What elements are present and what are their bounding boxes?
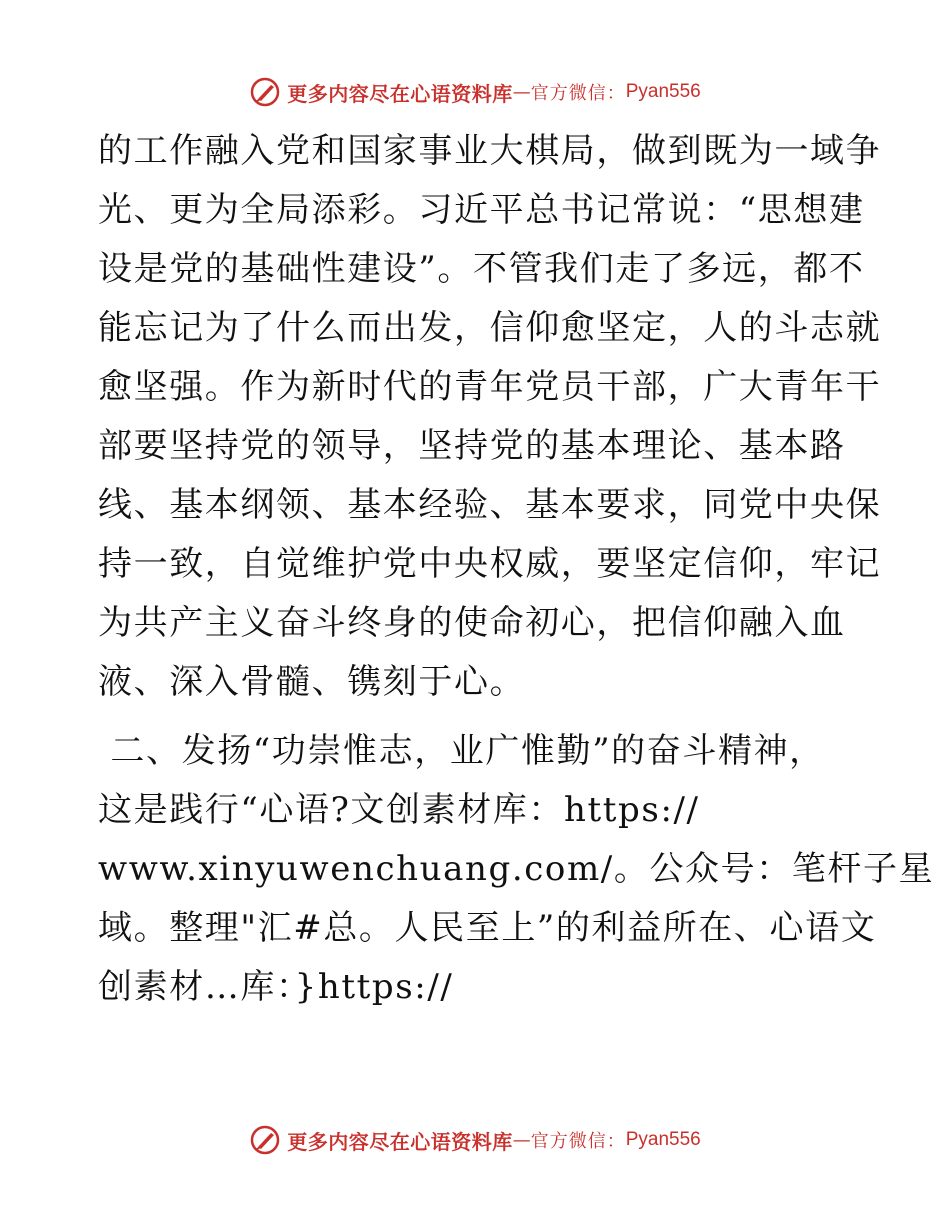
quill-circle-logo-icon [249,76,281,108]
text-line: 的工作融入党和国家事业大棋局，做到既为一域争 [98,131,882,171]
text-line: 为共产主义奋斗终身的使命初心，把信仰融入血 [98,603,846,643]
header-brand-text: 更多内容尽在心语资料库 [287,81,513,106]
header-wechat-id: Pyan556 [625,81,701,102]
header-banner [0,72,950,112]
text-line: 设是党的基础性建设”。不管我们走了多远，都不 [98,249,865,289]
text-line: 部要坚持党的领导，坚持党的基本理论、基本路 [98,426,846,466]
text-line: 持一致，自觉维护党中央权威，要坚定信仰，牢记 [98,544,882,584]
document-body [98,122,935,1017]
paragraph-2 [98,722,935,1017]
footer-wechat-id: Pyan556 [625,1129,701,1150]
text-line: 光、更为全局添彩。习近平总书记常说：“思想建 [98,190,865,230]
footer-brand-text: 更多内容尽在心语资料库 [287,1129,513,1154]
text-line: 线、基本纲领、基本经验、基本要求，同党中央保 [98,485,882,525]
text-line: 二、发扬“功崇惟志，业广惟勤”的奋斗精神， [98,731,825,771]
text-line: 液、深入骨髓、镌刻于心。 [98,662,526,702]
text-line: 愈坚强。作为新时代的青年党员干部，广大青年干 [98,367,882,407]
text-line: 创素材…库：}https:// [98,967,454,1007]
footer-wechat-label: 官方微信： [530,1131,626,1152]
text-line: 这是践行“心语?文创素材库：https:// [98,790,700,830]
text-line: 域。整理"汇#总。人民至上”的利益所在、心语文 [98,908,877,948]
footer-dash: — [512,1129,531,1151]
header-dash: — [512,81,531,103]
text-line: 能忘记为了什么而出发，信仰愈坚定，人的斗志就 [98,308,882,348]
quill-circle-logo-icon [249,1124,281,1156]
paragraph-gap [98,712,858,722]
text-line: www.xinyuwenchuang.com/。公众号：笔杆子星 [98,849,935,889]
header-wechat-label: 官方微信： [530,83,626,104]
footer-banner [0,1120,950,1160]
paragraph-1 [98,122,882,712]
